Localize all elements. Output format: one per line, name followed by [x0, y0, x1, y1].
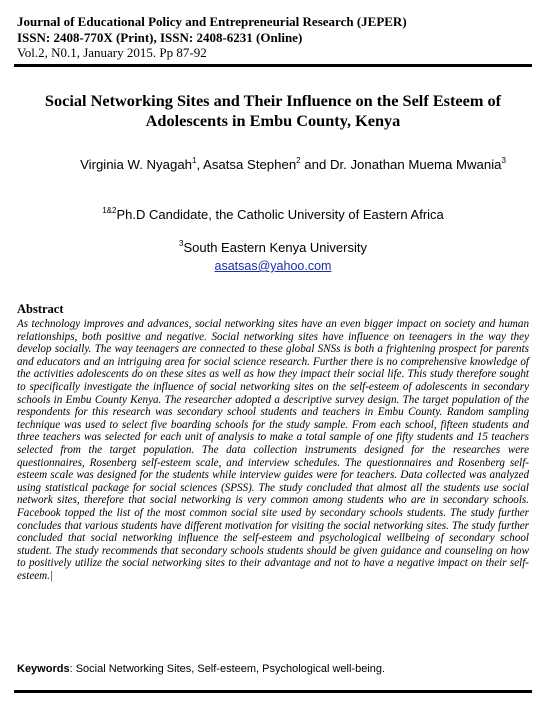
author-affiliation-mark: 3	[501, 155, 506, 165]
author-affiliation-mark: 2	[296, 155, 301, 165]
affiliation-text: South Eastern Kenya University	[183, 240, 367, 255]
affiliation-mark: 1&2	[102, 205, 117, 215]
affiliation	[0, 207, 546, 222]
keywords	[17, 663, 385, 675]
keywords-text: : Social Networking Sites, Self-esteem, Psychological well-being.	[69, 663, 386, 675]
author-name: , Asatsa Stephen	[196, 157, 297, 172]
abstract-heading: Abstract	[17, 302, 64, 316]
author-affiliation-mark: 1	[191, 155, 197, 165]
author-name: and Dr. Jonathan Muema Mwania	[300, 157, 502, 172]
affiliation-text: Ph.D Candidate, the Catholic University of Eastern Africa	[116, 207, 444, 222]
author-list	[60, 156, 526, 173]
journal-name: Journal of Educational Policy and Entrepreneurial Research (JEPER)	[17, 14, 407, 29]
paper-title: Social Networking Sites and Their Influence on the Self Esteem of Adolescents in Embu County, Kenya	[44, 91, 502, 130]
footer-divider	[14, 690, 532, 693]
journal-header	[17, 14, 407, 61]
keywords-label: Keywords	[17, 663, 70, 675]
journal-issn: ISSN: 2408-770X (Print), ISSN: 2408-6231 (Online)	[17, 29, 303, 45]
header-divider	[14, 64, 532, 67]
abstract-body: As technology improves and advances, social networking sites have an even bigger impact on society and human relationships, both positive and negative. Social networking sites have influence on teenagers in the way they develop socially. The way teenagers are connected to these global SNSs is both a frightening prospect for parents and educators and an intriguing area for social science research. Further there is no comprehensive knowledge of the activities adolescents do on these sites as well as how they impact their social life. This study therefore sought to specifically investigate the influence of social networking sites on the self-esteem of adolescents in secondary schools in Embu County Kenya. The researcher adopted a descriptive survey design. The target population of the respondents for this research was secondary school students and teachers in Embu County. Random sampling technique was used to select five boarding schools for the study sample. From each school, fifteen students and three teachers was selected for each unit of analysis to make a total sample of one fifty students and 15 teachers selected from the target population. The data collection instruments designed for the researches were questionnaires, Rosenberg self-esteem scale, and interview schedules. The questionnaires and Rosenberg self-esteem scale was designed for the students while interview guides were for teachers. Data collected was analyzed using statistical package for social sciences (SPSS). The study concluded that almost all the students use social network sites, therefore that social networking is very common among students who are in secondary schools. Facebook topped the list of the most common social site used by secondary schools students. The study further concludes that various students have different motivation for visiting the social networking sites. The study further concluded that social networking influence the self-esteem and psychological wellbeing of secondary school student. The study recommends that secondary schools students should be given guidance and counseling on how to positively utilize the social networking sites to their advantage and not to have a negative impact on their self-esteem.|	[17, 318, 529, 582]
journal-volume: Vol.2, N0.1, January 2015. Pp 87-92	[17, 45, 207, 60]
contact-email	[0, 259, 546, 273]
affiliation	[0, 240, 546, 255]
affiliation-mark: 3	[179, 238, 184, 248]
email-link[interactable]: asatsas@yahoo.com	[214, 259, 332, 273]
author-name: Virginia W. Nyagah	[80, 157, 192, 172]
